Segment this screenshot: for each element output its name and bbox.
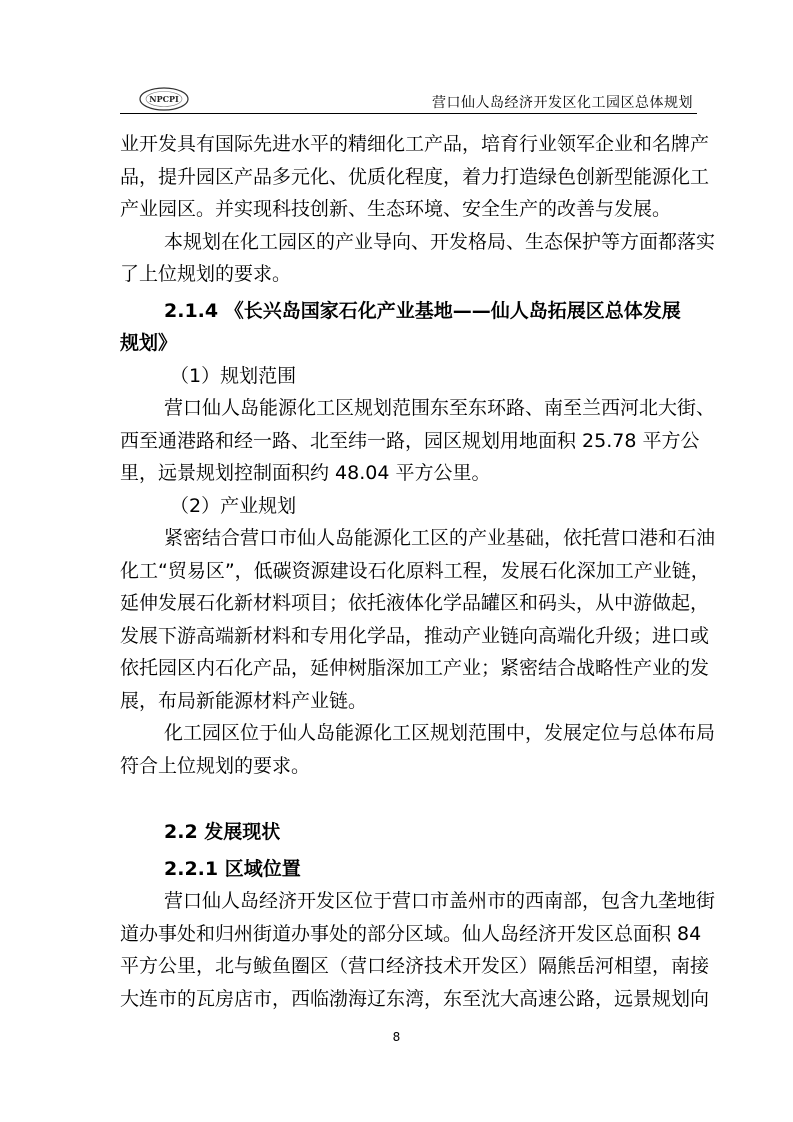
- header-divider: [120, 113, 697, 114]
- text-line: 化工园区位于仙人岛能源化工区规划范围中，发展定位与总体布局: [164, 722, 716, 744]
- section-heading-2-2-1: 2.2.1 区域位置: [164, 857, 301, 880]
- paragraph-regional-location: [120, 885, 716, 1015]
- text-line: 延伸发展石化新材料项目；依托液体化学品罐区和码头，从中游做起，: [120, 592, 710, 614]
- text-line: 化工“贸易区”，低碳资源建设石化原料工程，发展石化深加工产业链，: [120, 559, 710, 582]
- svg-text:NPCPI: NPCPI: [149, 94, 179, 104]
- document-body: [120, 128, 716, 1015]
- paragraph-continuation: [120, 128, 710, 226]
- text-line: 业开发具有国际先进水平的精细化工产品，培育行业领军企业和名牌产: [120, 133, 710, 155]
- text-line: 西至通港路和经一路、北至纬一路，园区规划用地面积 25.78 平方公: [120, 429, 700, 452]
- text-line: 紧密结合营口市仙人岛能源化工区的产业基础，依托营口港和石油: [164, 527, 716, 549]
- paragraph-park-location: [120, 717, 716, 782]
- text-line: 符合上位规划的要求。: [120, 754, 311, 777]
- text-line: 平方公里，北与鲅鱼圈区（营口经济技术开发区）隔熊岳河相望，南接: [120, 955, 710, 977]
- text-line: 展，布局新能源材料产业链。: [120, 689, 368, 712]
- text-line: 营口仙人岛能源化工区规划范围东至东环路、南至兰西河北大街、: [164, 397, 716, 419]
- text-line: 产业园区。并实现科技创新、生态环境、安全生产的改善与发展。: [120, 198, 672, 220]
- npcpi-logo: [138, 86, 190, 112]
- paragraph-planning-scope: [120, 392, 716, 490]
- text-line: 品，提升园区产品多元化、优质化程度，着力打造绿色创新型能源化工: [120, 165, 710, 188]
- section-heading-2-1-4: [120, 295, 704, 360]
- page-number: 8: [392, 1030, 401, 1044]
- header-title: 营口仙人岛经济开发区化工园区总体规划: [432, 95, 693, 111]
- text-line: 了上位规划的要求。: [120, 263, 292, 285]
- text-line: 营口仙人岛经济开发区位于营口市盖州市的西南部，包含九垄地街: [164, 890, 716, 912]
- heading-line: 2.1.4 《长兴岛国家石化产业基地——仙人岛拓展区总体发展: [164, 299, 681, 322]
- subheading-industry-planning: （2）产业规划: [170, 494, 297, 517]
- text-line: 发展下游高端新材料和专用化学品，推动产业链向高端化升级；进口或: [120, 624, 710, 647]
- text-line: 本规划在化工园区的产业导向、开发格局、生态保护等方面都落实: [164, 230, 716, 253]
- subheading-planning-scope: （1）规划范围: [170, 364, 297, 387]
- text-line: 依托园区内石化产品，延伸树脂深加工产业；紧密结合战略性产业的发: [120, 657, 710, 679]
- text-line: 大连市的瓦房店市，西临渤海辽东湾，东至沈大高速公路，远景规划向: [120, 987, 710, 1010]
- text-line: 里，远景规划控制面积约 48.04 平方公里。: [120, 462, 491, 484]
- section-heading-2-2: 2.2 发展现状: [164, 821, 281, 843]
- paragraph-industry-planning: [120, 522, 716, 717]
- text-line: 道办事处和归州街道办事处的部分区域。仙人岛经济开发区总面积 84: [120, 922, 702, 945]
- heading-line: 规划》: [120, 332, 178, 354]
- paragraph-compliance: [120, 226, 716, 291]
